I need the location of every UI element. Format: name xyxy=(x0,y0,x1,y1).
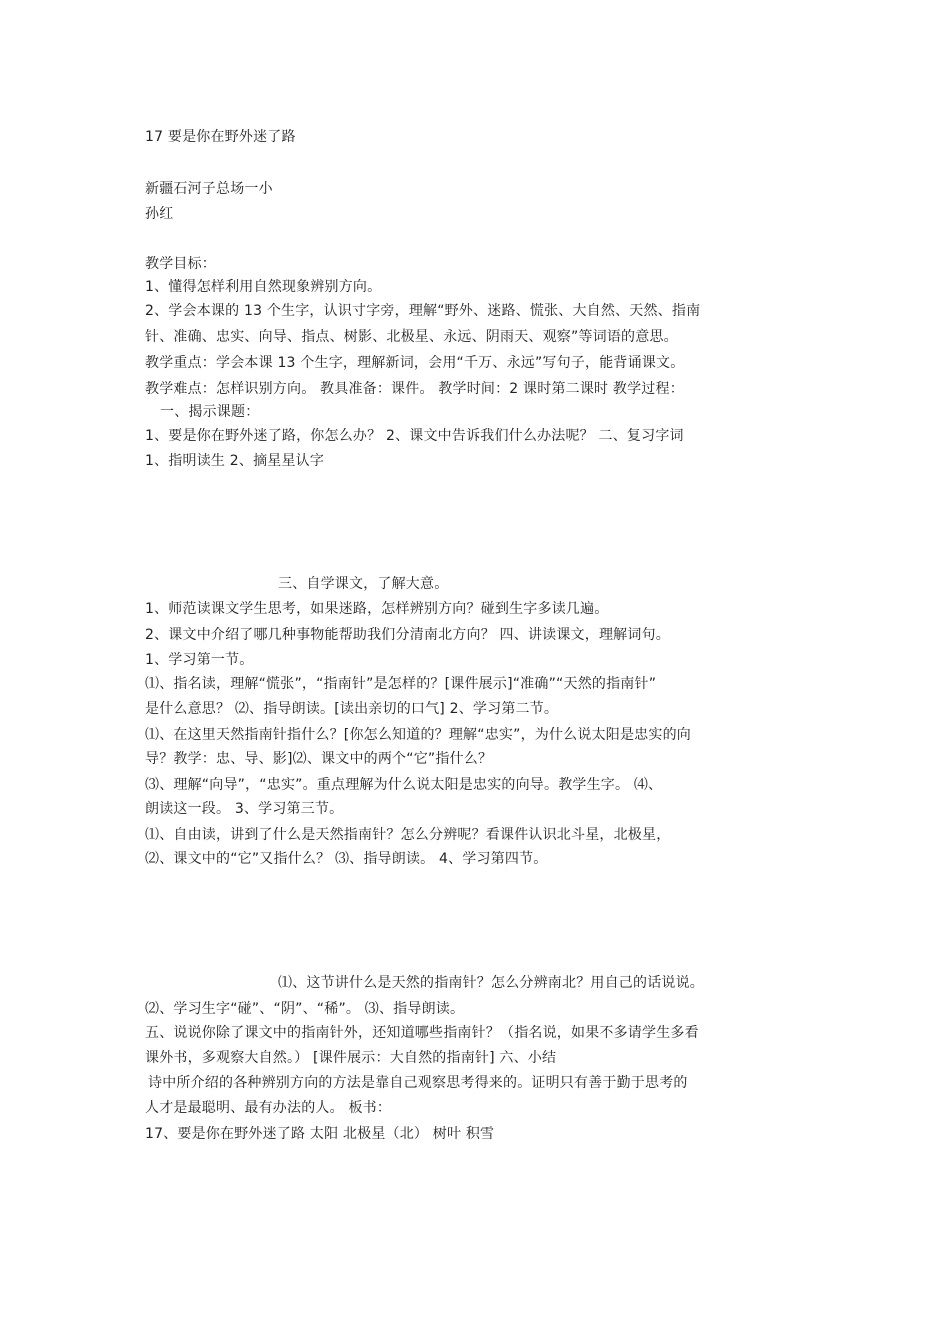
paragraph-line: 教学目标： xyxy=(145,256,216,272)
paragraph-line: 人才是最聪明、最有办法的人。 板书： xyxy=(145,1100,392,1116)
paragraph-line: 是什么意思？ ⑵、指导朗读。[读出亲切的口气] 2、学习第二节。 xyxy=(145,701,559,717)
paragraph-line: ⑴、自由读，讲到了什么是天然指南针？怎么分辨呢？看课件认识北斗星，北极星， xyxy=(145,827,671,843)
section-heading: 一、揭示课题： xyxy=(160,404,260,420)
paragraph-line: 教学难点：怎样识别方向。 教具准备：课件。 教学时间：2 课时第二课时 教学过程： xyxy=(145,381,684,397)
author-name: 孙红 xyxy=(145,206,174,222)
paragraph-line: ⑴、这节讲什么是天然的指南针？怎么分辨南北？用自己的话说说。 xyxy=(278,975,704,991)
paragraph-line: 针、准确、忠实、向导、指点、树影、北极星、永远、阴雨天、观察”等词语的意思。 xyxy=(145,329,678,345)
school-name: 新疆石河子总场一小 xyxy=(145,181,273,197)
paragraph-line: 五、说说你除了课文中的指南针外，还知道哪些指南针？（指名说，如果不多请学生多看 xyxy=(145,1025,699,1041)
document-title: 17 要是你在野外迷了路 xyxy=(145,129,296,145)
paragraph-line: ⑴、指名读，理解“慌张”，“指南针”是怎样的？[课件展示]“准确”“天然的指南针” xyxy=(145,676,657,692)
paragraph-line: ⑴、在这里天然指南针指什么？[你怎么知道的？理解“忠实”，为什么说太阳是忠实的向 xyxy=(145,727,691,743)
paragraph-line: ⑵、学习生字“碰”、“阴”、“稀”。 ⑶、指导朗读。 xyxy=(145,1001,465,1017)
paragraph-line: 教学重点：学会本课 13 个生字，理解新词，会用“千万、永远”写句子，能背诵课文。 xyxy=(145,355,685,371)
paragraph-line: 1、懂得怎样利用自然现象辨别方向。 xyxy=(145,279,382,295)
blackboard-line: 17、要是你在野外迷了路 太阳 北极星（北） 树叶 积雪 xyxy=(145,1126,495,1142)
paragraph-line: 朗读这一段。 3、学习第三节。 xyxy=(145,801,344,817)
paragraph-line: 导？教学：忠、导、影]⑵、课文中的两个“它”指什么？ xyxy=(145,751,493,767)
paragraph-line: 2、学会本课的 13 个生字，认识寸字旁，理解“野外、迷路、慌张、大自然、天然、指南 xyxy=(145,303,701,319)
section-heading: 三、自学课文，了解大意。 xyxy=(278,576,449,592)
paragraph-line: 诗中所介绍的各种辨别方向的方法是靠自己观察思考得来的。证明只有善于勤于思考的 xyxy=(148,1075,688,1091)
paragraph-line: 1、要是你在野外迷了路，你怎么办？ 2、课文中告诉我们什么办法呢？ 二、复习字词 xyxy=(145,428,684,444)
paragraph-line: 1、师范读课文学生思考，如果迷路，怎样辨别方向？碰到生字多读几遍。 xyxy=(145,601,609,617)
paragraph-line: 1、学习第一节。 xyxy=(145,652,254,668)
paragraph-line: 课外书，多观察大自然。） [课件展示：大自然的指南针] 六、小结 xyxy=(145,1050,557,1066)
paragraph-line: ⑵、课文中的“它”又指什么？ ⑶、指导朗读。 4、学习第四节。 xyxy=(145,851,548,867)
paragraph-line: 2、课文中介绍了哪几种事物能帮助我们分清南北方向？ 四、讲读课文，理解词句。 xyxy=(145,627,670,643)
paragraph-line: 1、指明读生 2、摘星星认字 xyxy=(145,453,325,469)
paragraph-line: ⑶、理解“向导”，“忠实”。重点理解为什么说太阳是忠实的向导。教学生字。 ⑷、 xyxy=(145,777,663,793)
